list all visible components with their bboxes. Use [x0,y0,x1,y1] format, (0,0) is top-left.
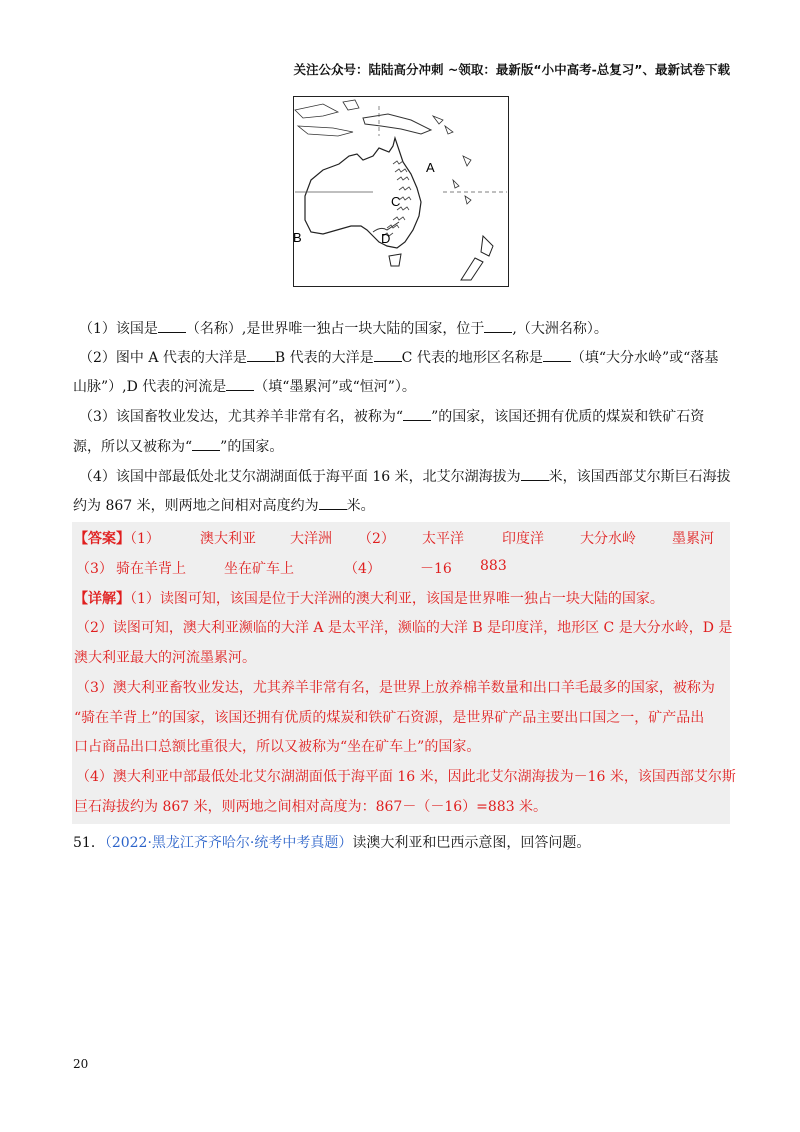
explanation-line-2: （2）读图可知，澳大利亚濒临的大洋 A 是太平洋，濒临的大洋 B 是印度洋，地形区 C 是大分水岭，D 是 [76,620,733,636]
answer-blank [543,348,571,362]
answer-line-2: （3） 骑在羊背上 坐在矿车上 （4） －16 883 [76,558,507,577]
question-2-line-2: 山脉”）,D 代表的河流是 （填“墨累河”或“恒河”）。 [73,379,416,395]
question-51: 51．（2022·黑龙江齐齐哈尔·统考中考真题）读澳大利亚和巴西示意图，回答问题。 [73,835,591,851]
question-1: （1）该国是 （名称）,是世界唯一独占一块大陆的国家，位于 ,（大洲名称）。 [79,321,608,337]
answer-blank [192,437,220,451]
answer-blank [158,319,186,333]
answer-line-1: 【答案】（1） 澳大利亚 大洋洲 （2） 太平洋 印度洋 大分水岭 墨累河 [74,531,714,547]
question-3-line-1: （3）该国畜牧业发达，尤其养羊非常有名，被称为“ ”的国家，该国还拥有优质的煤炭和铁矿石资 [79,409,705,425]
map-label-b: B [293,230,302,245]
answer-blank [521,467,549,481]
question-4-line-1: （4）该国中部最低处北艾尔湖湖面低于海平面 16 米，北艾尔湖海拔为 米，该国西部艾尔斯巨石海拔 [79,469,731,485]
question-4-line-2: 约为 867 米，则两地之间相对高度约为 米。 [73,498,375,514]
question-2-line-1: （2）图中 A 代表的大洋是 B 代表的大洋是 C 代表的地形区名称是 （填“大分水岭”或“落基 [79,350,719,366]
question-source: （2022·黑龙江齐齐哈尔·统考中考真题） [104,835,353,851]
answer-blank [403,407,431,421]
explanation-line-7: （4）澳大利亚中部最低处北艾尔湖湖面低于海平面 16 米，因此北艾尔湖海拔为－16 米，该国西部艾尔斯 [76,769,736,785]
explanation-line-6: 口占商品出口总额比重很大，所以又被称为“坐在矿车上”的国家。 [74,739,481,755]
question-3-line-2: 源，所以又被称为“ ”的国家。 [73,439,284,455]
explanation-line-5: “骑在羊背上”的国家，该国还拥有优质的煤炭和铁矿石资源，是世界矿产品主要出口国之一，矿产品出 [74,710,705,726]
map-label-a: A [426,160,435,175]
explanation-line-1: 【详解】（1）读图可知，该国是位于大洋洲的澳大利亚，该国是世界唯一独占一块大陆的国家。 [74,591,664,607]
explanation-line-3: 澳大利亚最大的河流墨累河。 [74,650,256,666]
answer-blank [484,319,512,333]
answer-blank [319,496,347,510]
map-label-d: D [381,231,391,246]
explanation-line-8: 巨石海拔约为 867 米，则两地之间相对高度为：867－（－16）=883 米。 [74,799,548,815]
answer-blank [226,377,254,391]
answer-blank [247,348,275,362]
page-number: 20 [73,1057,89,1071]
explanation-line-4: （3）澳大利亚畜牧业发达，尤其养羊非常有名，是世界上放养棉羊数量和出口羊毛最多的国家，被称为 [76,680,715,696]
map-label-c: C [391,194,401,209]
australia-map [293,96,509,287]
page-header: 关注公众号：陆陆高分冲刺 ~领取：最新版“小中高考-总复习”、最新试卷下载 [293,62,730,77]
answer-blank [374,348,402,362]
